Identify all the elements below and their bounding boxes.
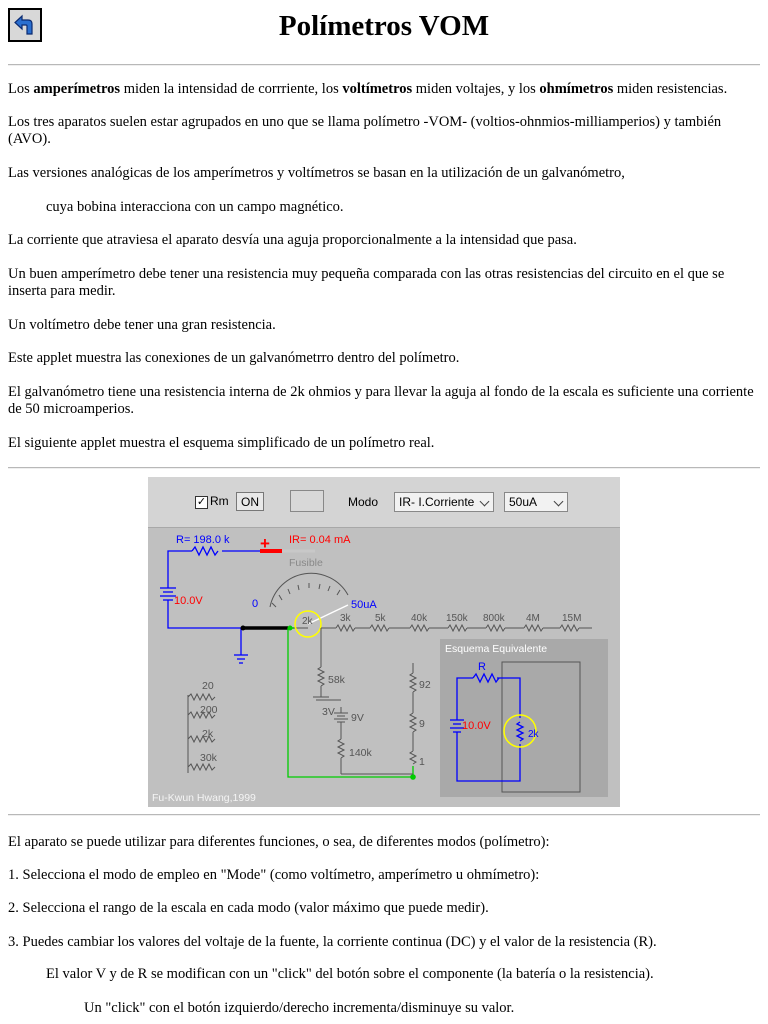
shunt-label: 92 <box>419 679 431 691</box>
polimetro-applet[interactable] <box>148 477 620 807</box>
series-label: 5k <box>375 613 386 624</box>
battery-label[interactable]: 10.0V <box>174 595 203 607</box>
intro-paragraph-10: El siguiente applet muestra el esquema simplificado de un polímetro real. <box>8 435 435 451</box>
shunt-label: 9 <box>419 718 425 730</box>
ohm-range-label: 2k <box>202 728 214 740</box>
fuse-label: Fusible <box>289 557 323 569</box>
current-readout: IR= 0.04 mA <box>289 534 351 546</box>
divider <box>8 64 760 66</box>
r58-label: 58k <box>328 674 345 686</box>
series-label: 4M <box>526 613 540 624</box>
intro-paragraph-4: cuya bobina interacciona con un campo magnético. <box>46 199 344 215</box>
range-select[interactable]: 50uA <box>504 492 568 512</box>
page-title: Polímetros VOM <box>278 10 490 42</box>
series-label: 3k <box>340 613 351 624</box>
instruction-paragraph-5: El valor V y de R se modifican con un "click" del botón sobre el componente (la batería o la resistencia). <box>46 966 654 982</box>
instruction-paragraph-4: 3. Puedes cambiar los valores del voltaje de la fuente, la corriente continua (DC) y el valor de la resistencia (R). <box>8 934 657 950</box>
modo-label: Modo <box>348 495 379 509</box>
instruction-paragraph-2: 1. Selecciona el modo de empleo en "Mode" (como voltímetro, amperímetro u ohmímetro): <box>8 867 540 883</box>
rm-label: Rm <box>210 494 229 508</box>
v3-label: 3V <box>322 706 335 718</box>
resistor-r[interactable] <box>192 547 218 555</box>
credit: Fu-Kwun Hwang,1999 <box>152 792 256 804</box>
ohm-range-label: 20 <box>202 680 214 692</box>
instruction-paragraph-3: 2. Selecciona el rango de la escala en cada modo (valor máximo que puede medir). <box>8 900 489 916</box>
intro-paragraph-1: Los amperímetros miden la intensidad de corrriente, los voltímetros miden voltajes, y los ohmímetros miden resistencias. <box>8 81 728 97</box>
divider <box>8 814 760 816</box>
series-label: 800k <box>483 613 505 624</box>
intro-paragraph-6: Un buen amperímetro debe tener una resistencia muy pequeña comparada con las otras resistencias del circuito en el que se inserta para medir. <box>8 266 725 299</box>
intro-paragraph-5: La corriente que atraviesa el aparato desvía una aguja proporcionalmente a la intensidad que pasa. <box>8 232 577 248</box>
intro-paragraph-9: El galvanómetro tiene una resistencia interna de 2k ohmios y para llevar la aguja al fondo de la escala es suficiente una corriente de 50 microamperios. <box>8 384 754 417</box>
instruction-paragraph-1: El aparato se puede utilizar para diferentes funciones, o sea, de diferentes modos (polímetro): <box>8 834 550 850</box>
scale-full: 50uA <box>351 599 377 611</box>
equivalent-title: Esquema Equivalente <box>445 643 548 655</box>
on-button[interactable]: ON <box>236 492 264 511</box>
equivalent-r-label: R <box>478 661 486 673</box>
series-label: 150k <box>446 613 468 624</box>
equivalent-battery-label: 10.0V <box>462 720 491 732</box>
series-label: 40k <box>411 613 428 624</box>
circuit-diagram <box>148 477 620 807</box>
instruction-paragraph-6: Un "click" con el botón izquierdo/derecho incrementa/disminuye su valor. <box>84 1000 515 1016</box>
ohm-range-label: 200 <box>200 704 218 716</box>
r-label[interactable]: R= 198.0 k <box>176 534 230 546</box>
galvanometer-label: 2k <box>302 616 313 627</box>
intro-paragraph-8: Este applet muestra las conexiones de un galvanómetrro dentro del polímetro. <box>8 350 460 366</box>
intro-paragraph-3: Las versiones analógicas de los amperímetros y voltímetros se basan en la utilización de un galvanómetro, <box>8 165 625 181</box>
intro-paragraph-2: Los tres aparatos suelen estar agrupados en uno que se llama polímetro -VOM- (voltios-ohnmios-milliamperios) y también (AVO). <box>8 114 722 147</box>
rm-checkbox[interactable]: ✓ <box>196 496 207 508</box>
mode-select[interactable]: IR- I.Corriente <box>394 492 494 512</box>
intro-paragraph-7: Un voltímetro debe tener una gran resistencia. <box>8 317 276 333</box>
equivalent-panel <box>440 639 608 797</box>
shunt-label: 1 <box>419 756 425 768</box>
ohm-range-label: 30k <box>200 752 217 764</box>
equivalent-galv-label: 2k <box>528 729 539 740</box>
plus-sign: + <box>260 534 270 553</box>
r140-label: 140k <box>349 747 372 759</box>
v9-label: 9V <box>351 712 364 724</box>
series-label: 15M <box>562 613 582 624</box>
divider <box>8 467 760 469</box>
scale-zero: 0 <box>252 598 259 610</box>
